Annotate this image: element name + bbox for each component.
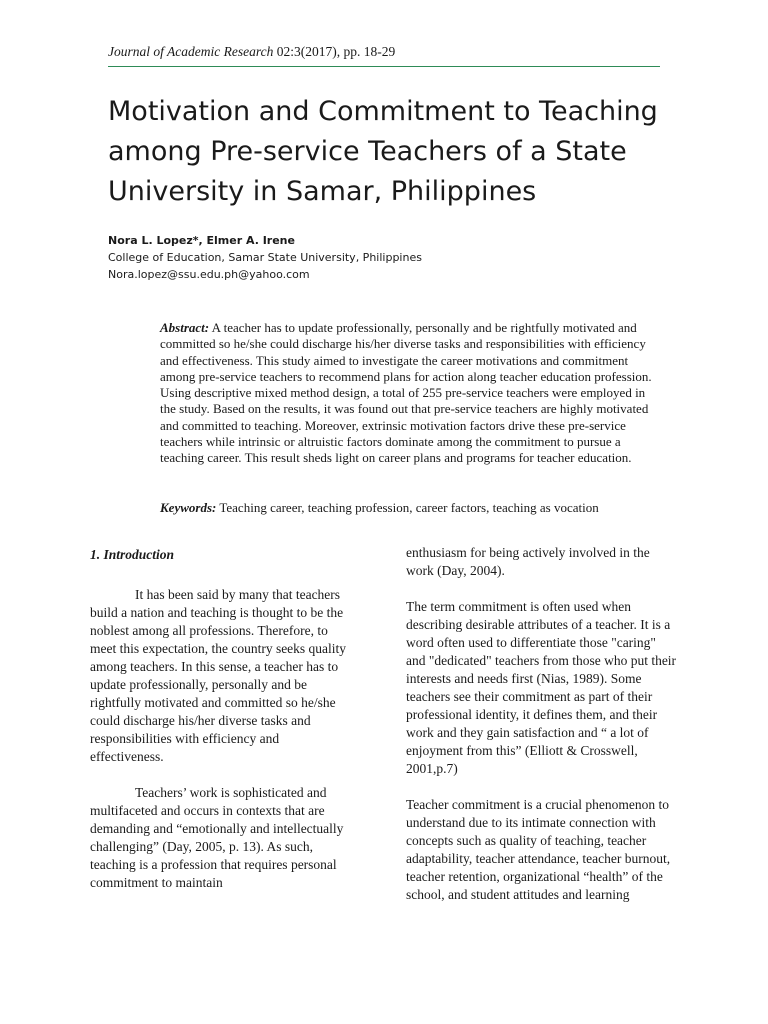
journal-header — [108, 44, 395, 60]
keywords-text: Teaching career, teaching profession, career factors, teaching as vocation — [216, 500, 599, 515]
journal-name: Journal of Academic Research — [108, 44, 274, 59]
paragraph: Teacher commitment is a crucial phenomenon to understand due to its intimate connection with concepts such as quality of teaching, teacher adaptability, teacher attendance, teacher burnout, teacher retention, organizational “health” of the school, and student attitudes and learning — [406, 797, 671, 902]
paper-title — [108, 92, 688, 212]
authors: Nora L. Lopez*, Elmer A. Irene — [108, 234, 295, 247]
right-column — [406, 544, 678, 904]
section-heading: 1. Introduction — [90, 547, 175, 562]
paragraph: enthusiasm for being actively involved in the work (Day, 2004). — [406, 545, 650, 578]
keywords — [160, 500, 660, 516]
affiliation: College of Education, Samar State University, Philippines — [108, 251, 422, 264]
email: Nora.lopez@ssu.edu.ph@yahoo.com — [108, 268, 310, 281]
abstract-text: A teacher has to update professionally, personally and be rightfully motivated and committed so he/she could discharge his/her diverse tasks and responsibilities with efficiency and effectiveness. This study aimed to investigate the career motivations and commitment among pre-service teachers to recommend plans for action along teacher education profession. Using descriptive mixed method design, a total of 255 pre-service teachers were employed in the study. Based on the results, it was found out that pre-service teachers are highly motivated and committed to teaching. Moreover, extrinsic motivation factors drive these pre-service teachers while intrinsic or altruistic factors dominate among the commitment to pursue a teaching career. This result sheds light on career plans and programs for teacher education. — [160, 320, 652, 466]
paragraph: It has been said by many that teachers build a nation and teaching is thought to be the noblest among all professions. Therefore, to meet this expectation, the country seeks quality among teachers. In this sense, a teacher has to update professionally, personally and be rightfully motivated and committed so he/she could discharge his/her diverse tasks and responsibilities with efficiency and effectiveness. — [90, 587, 347, 764]
title-line: among Pre-service Teachers of a State — [108, 136, 627, 167]
left-column — [90, 544, 355, 892]
abstract-label: Abstract: — [160, 320, 210, 335]
title-line: Motivation and Commitment to Teaching — [108, 96, 658, 127]
paragraph: Teachers’ work is sophisticated and multifaceted and occurs in contexts that are demanding and “emotionally and intellectually challenging” (Day, 2005, p. 13). As such, teaching is a profession that requires personal commitment to maintain — [90, 785, 344, 890]
keywords-label: Keywords: — [160, 500, 217, 515]
journal-citation: 02:3(2017), pp. 18-29 — [273, 44, 396, 59]
header-rule — [108, 66, 660, 67]
title-line: University in Samar, Philippines — [108, 176, 537, 207]
paragraph: The term commitment is often used when describing desirable attributes of a teacher. It is a word often used to differentiate those "caring" and "dedicated" teachers from those who put their interests and needs first (Nias, 1989). Some teachers see their commitment as part of their professional identity, it defines them, and their work and they gain satisfaction and “ a lot of enjoyment from this” (Elliott & Crosswell, 2001,p.7) — [406, 599, 677, 776]
abstract — [160, 320, 656, 467]
